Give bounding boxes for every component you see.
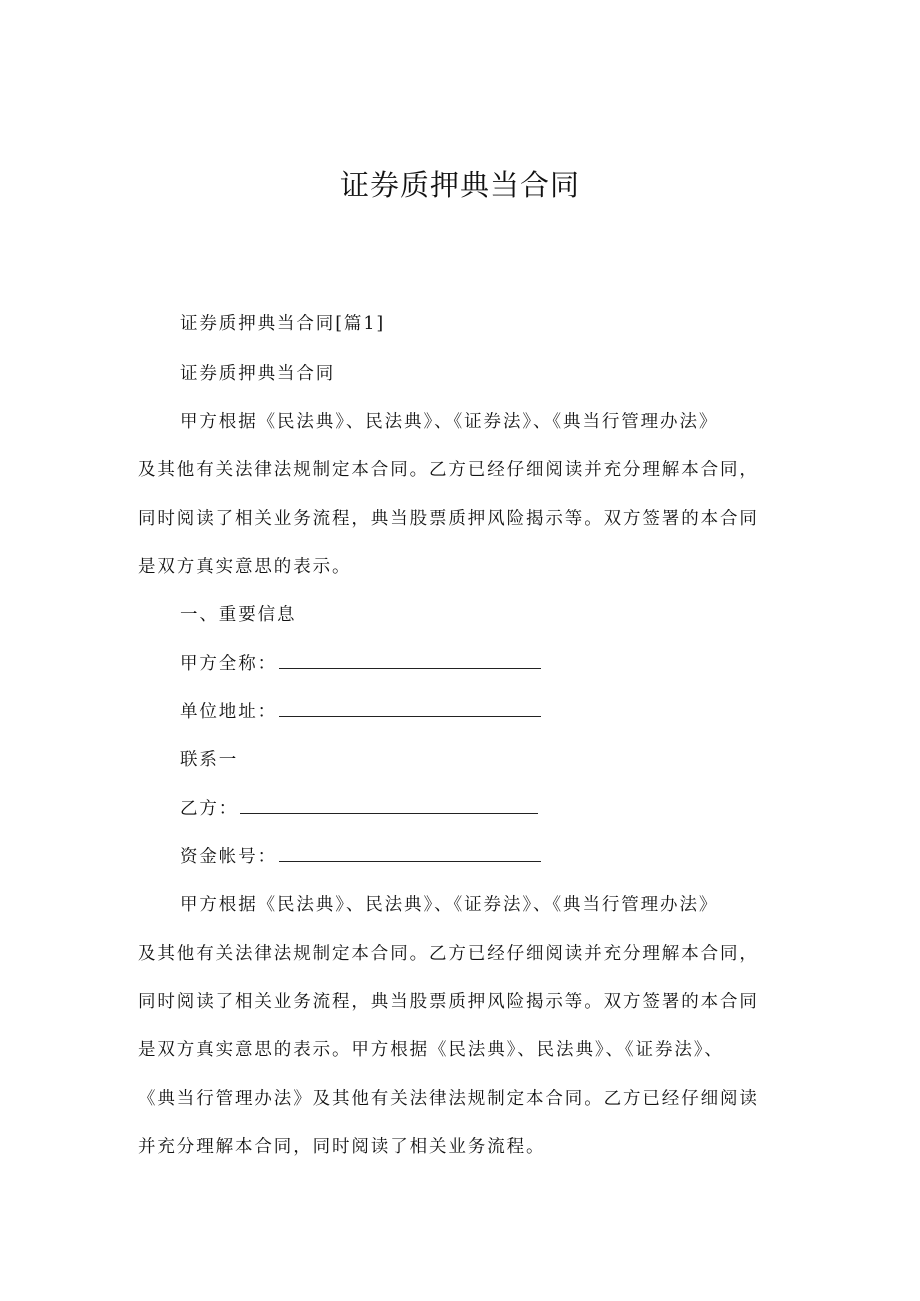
body-line-6: 并充分理解本合同，同时阅读了相关业务流程。 (138, 1137, 546, 1157)
body-line-4: 是双方真实意思的表示。甲方根据《民法典》、民法典》、《证券法》、 (138, 1040, 724, 1060)
fund-account-field (138, 845, 825, 869)
body-line-1: 甲方根据《民法典》、民法典》、《证券法》、《典当行管理办法》 (180, 895, 719, 915)
document-title: 证券质押典当合同 (339, 168, 580, 202)
party-b-blank (240, 797, 538, 814)
party-a-name-label: 甲方全称： (180, 654, 277, 674)
intro-line-2: 及其他有关法律法规制定本合同。乙方已经仔细阅读并充分理解本合同， (138, 460, 759, 480)
body-line-2: 及其他有关法律法规制定本合同。乙方已经仔细阅读并充分理解本合同， (138, 944, 759, 964)
intro-line-4: 是双方真实意思的表示。 (138, 557, 352, 577)
body-line-3: 同时阅读了相关业务流程，典当股票质押风险揭示等。双方签署的本合同 (138, 992, 759, 1012)
fund-account-blank (279, 845, 541, 862)
unit-address-blank (279, 700, 541, 717)
party-a-name-field (138, 652, 825, 676)
intro-line-1: 甲方根据《民法典》、民法典》、《证券法》、《典当行管理办法》 (180, 412, 719, 432)
party-b-field (138, 797, 825, 821)
intro-line-3: 同时阅读了相关业务流程，典当股票质押风险揭示等。双方签署的本合同 (138, 509, 759, 529)
section-title: 一、重要信息 (180, 605, 297, 625)
party-b-label: 乙方： (180, 799, 239, 819)
party-a-name-blank (279, 652, 541, 669)
sub-heading: 证券质押典当合同 (180, 364, 336, 384)
body-line-5: 《典当行管理办法》及其他有关法律法规制定本合同。乙方已经仔细阅读 (138, 1089, 759, 1109)
fund-account-label: 资金帐号： (180, 847, 277, 867)
unit-address-field (138, 700, 825, 724)
part-heading: 证券质押典当合同[篇1] (180, 314, 386, 334)
unit-address-label: 单位地址： (180, 702, 277, 722)
contact-field: 联系一 (180, 750, 239, 770)
